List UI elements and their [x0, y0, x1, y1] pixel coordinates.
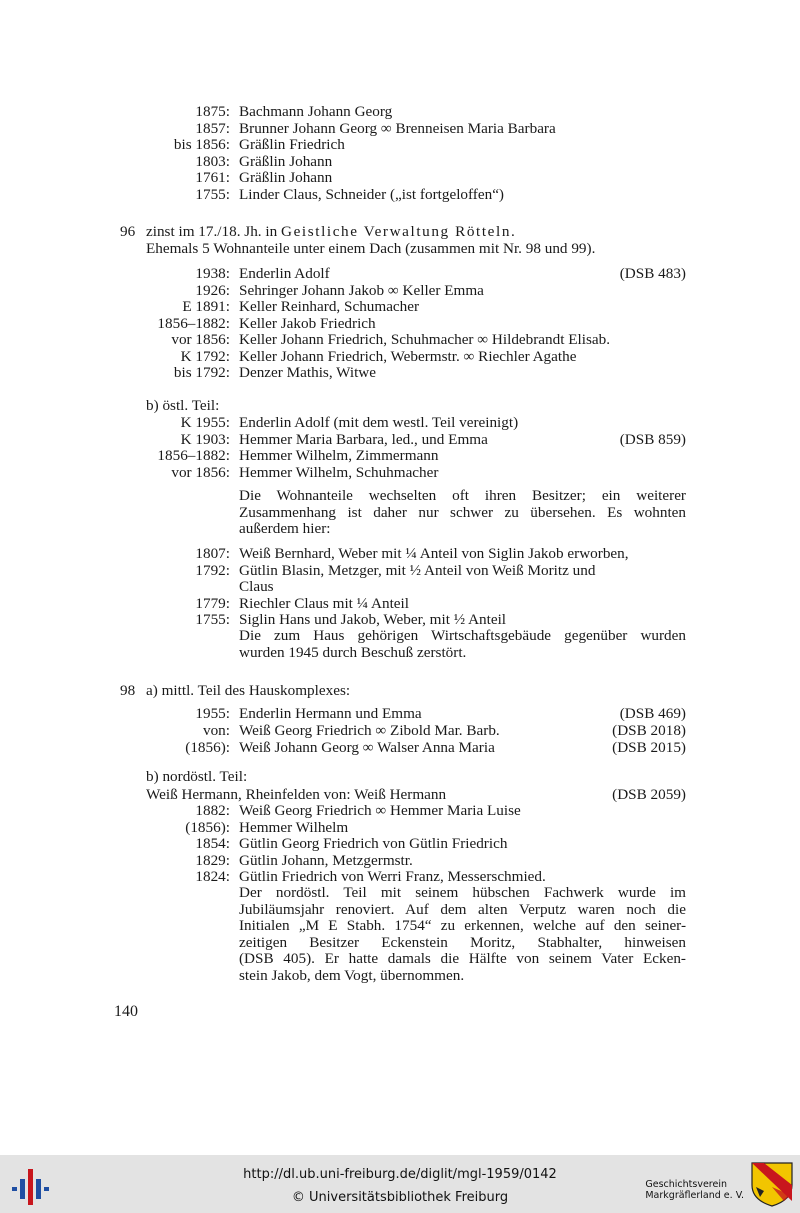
date-label: 1856–1882: [157, 315, 230, 332]
list-item [0, 852, 800, 869]
owner-text: Sehringer Johann Jakob ∞ Keller Emma [239, 282, 484, 299]
date-label: K 1792: [180, 348, 230, 365]
paragraph-line: Die zum Haus gehörigen Wirtschaftsgebäude gegenüber wurden [239, 628, 686, 644]
owner-text: Gräßlin Friedrich [239, 136, 345, 153]
section-heading: b) östl. Teil: [146, 397, 220, 414]
paragraph-line: wurden 1945 durch Beschuß zerstört. [239, 644, 467, 661]
paragraph-line: Jubiläumsjahr renoviert. Auf dem alten Verputz waren noch die [239, 901, 686, 918]
date-label: bis 1856: [173, 136, 230, 153]
date-label: 1792: [195, 562, 230, 579]
list-item [0, 298, 800, 315]
section-heading: b) nordöstl. Teil: [146, 768, 248, 785]
copyright-text: © Universitätsbibliothek Freiburg [291, 1190, 509, 1205]
owner-text: Weiß Bernhard, Weber mit ¼ Anteil von Siglin Jakob erworben, [239, 545, 629, 562]
owner-text: Keller Jakob Friedrich [239, 315, 376, 332]
reference: (DSB 859) [619, 431, 686, 448]
owner-text: Hemmer Wilhelm, Zimmermann [239, 447, 439, 464]
list-item [0, 802, 800, 819]
date-label: von: [202, 722, 230, 739]
date-label: 1807: [195, 545, 230, 562]
owner-text: Gütlin Georg Friedrich von Gütlin Friedrich [239, 835, 508, 852]
list-item [0, 578, 800, 595]
society-name-line: Geschichtsverein [645, 1179, 727, 1190]
owner-text: Keller Reinhard, Schumacher [239, 298, 420, 315]
owner-text: Hemmer Wilhelm [239, 819, 349, 836]
date-label: 1854: [195, 835, 230, 852]
owner-text: Linder Claus, Schneider („ist fortgeloffen“) [239, 186, 504, 203]
owner-text: Gütlin Blasin, Metzger, mit ½ Anteil von Weiß Moritz und [239, 562, 596, 579]
owner-text: Weiß Georg Friedrich ∞ Zibold Mar. Barb. [239, 722, 500, 739]
footer-bar [0, 1155, 800, 1213]
date-label: 1955: [195, 705, 230, 722]
date-label: (1856): [185, 739, 230, 756]
owner-text: Weiß Georg Friedrich ∞ Hemmer Maria Luise [239, 802, 521, 819]
heading-prefix: zinst im 17./18. Jh. in [146, 223, 282, 240]
paragraph-line: Initialen „M E Stabh. 1754“ zu erkennen, welche auf den seiner- [239, 918, 686, 935]
list-item [0, 835, 800, 852]
paragraph-line: Der nordöstl. Teil mit seinem hübschen Fachwerk wurde im [239, 885, 686, 901]
owner-text: Bachmann Johann Georg [239, 103, 393, 120]
owner-text: Gräßlin Johann [239, 169, 333, 186]
owner-text: Gütlin Johann, Metzgermstr. [239, 852, 413, 869]
list-item [0, 545, 800, 562]
paragraph [239, 628, 686, 661]
date-label: 1857: [195, 120, 230, 137]
paragraph-line: Die Wohnanteile wechselten oft ihren Besitzer; ein weiterer [239, 488, 686, 504]
date-label: (1856): [185, 819, 230, 836]
reference: (DSB 2059) [612, 786, 686, 803]
owner-text: Riechler Claus mit ¼ Anteil [239, 595, 409, 612]
entry-number: 96 [120, 223, 136, 240]
date-label: 1761: [195, 169, 230, 186]
date-label: 1938: [195, 265, 230, 282]
paragraph-line: zeitigen Besitzer Eckenstein Moritz, Stabhalter, hinweisen [239, 934, 686, 951]
page-number: 140 [114, 1003, 138, 1020]
list-item [0, 722, 800, 739]
date-label: 1755: [195, 611, 230, 628]
heading-spaced: Geistliche Verwaltung Rötteln. [281, 223, 517, 240]
society-crest-icon [750, 1161, 794, 1207]
owner-text: Hemmer Wilhelm, Schuhmacher [239, 464, 439, 481]
owner-text: Weiß Johann Georg ∞ Walser Anna Maria [239, 739, 495, 756]
owner-text: Enderlin Hermann und Emma [239, 705, 422, 722]
society-name-line: Markgräflerland e. V. [645, 1190, 744, 1201]
owner-text: Gütlin Friedrich von Werri Franz, Messerschmied. [239, 868, 546, 885]
paragraph-line: außerdem hier: [239, 521, 331, 538]
permalink-url[interactable]: http://dl.ub.uni-freiburg.de/diglit/mgl-1959/0142 [243, 1167, 557, 1182]
reference: (DSB 2015) [612, 739, 686, 756]
list-item [0, 464, 800, 481]
owner-text: Hemmer Maria Barbara, led., und Emma [239, 431, 488, 448]
date-label: K 1955: [180, 414, 230, 431]
date-label: 1856–1882: [157, 447, 230, 464]
owner-text: Claus [239, 578, 274, 595]
list-item [0, 348, 800, 365]
list-item [0, 364, 800, 381]
section-heading: a) mittl. Teil des Hauskomplexes: [146, 682, 351, 699]
date-label: 1882: [195, 802, 230, 819]
owner-text: Denzer Mathis, Witwe [239, 364, 377, 381]
list-item [0, 331, 800, 348]
date-label: bis 1792: [173, 364, 230, 381]
owner-text: Enderlin Adolf (mit dem westl. Teil vereinigt) [239, 414, 519, 431]
date-label: E 1891: [182, 298, 230, 315]
entry-number: 98 [120, 682, 136, 699]
reference: (DSB 483) [619, 265, 686, 282]
paragraph-line: Zusammenhang ist daher nur schwer zu übersehen. Es wohnten [239, 504, 686, 521]
owner-text: Weiß Hermann, Rheinfelden von: Weiß Hermann [146, 786, 447, 803]
owner-text: Enderlin Adolf [239, 265, 330, 282]
date-label: 1926: [195, 282, 230, 299]
list-item [0, 282, 800, 299]
owner-text: Gräßlin Johann [239, 153, 333, 170]
date-label: vor 1856: [171, 331, 230, 348]
entry-heading [146, 223, 516, 240]
date-label: 1803: [195, 153, 230, 170]
date-label: 1779: [195, 595, 230, 612]
date-label: vor 1856: [171, 464, 230, 481]
date-label: 1755: [195, 186, 230, 203]
list-item [0, 611, 800, 628]
list-item [0, 739, 800, 756]
paragraph [239, 488, 686, 538]
reference: (DSB 2018) [612, 722, 686, 739]
paragraph [239, 885, 686, 985]
list-item [0, 431, 800, 448]
owner-text: Siglin Hans und Jakob, Weber, mit ½ Anteil [239, 611, 507, 628]
date-label: 1829: [195, 852, 230, 869]
list-item [0, 414, 800, 431]
list-item [0, 315, 800, 332]
paragraph-line: stein Jakob, dem Vogt, übernommen. [239, 967, 465, 984]
date-label: 1824: [195, 868, 230, 885]
list-item [0, 705, 800, 722]
list-item [0, 868, 800, 885]
reference: (DSB 469) [619, 705, 686, 722]
list-item [0, 819, 800, 836]
date-label: 1875: [195, 103, 230, 120]
entry-subheading: Ehemals 5 Wohnanteile unter einem Dach (zusammen mit Nr. 98 und 99). [146, 240, 596, 257]
owner-text: Keller Johann Friedrich, Webermstr. ∞ Riechler Agathe [239, 348, 577, 365]
date-label: K 1903: [180, 431, 230, 448]
list-item [0, 595, 800, 612]
owner-text: Keller Johann Friedrich, Schuhmacher ∞ Hildebrandt Elisab. [239, 331, 611, 348]
list-item [0, 265, 800, 282]
list-item [146, 786, 686, 803]
paragraph-line: (DSB 405). Er hatte damals die Hälfte von seinem Vater Ecken- [239, 951, 686, 968]
list-item [0, 562, 800, 579]
list-item [0, 447, 800, 464]
society-name [645, 1179, 744, 1201]
owner-text: Brunner Johann Georg ∞ Brenneisen Maria Barbara [239, 120, 556, 137]
